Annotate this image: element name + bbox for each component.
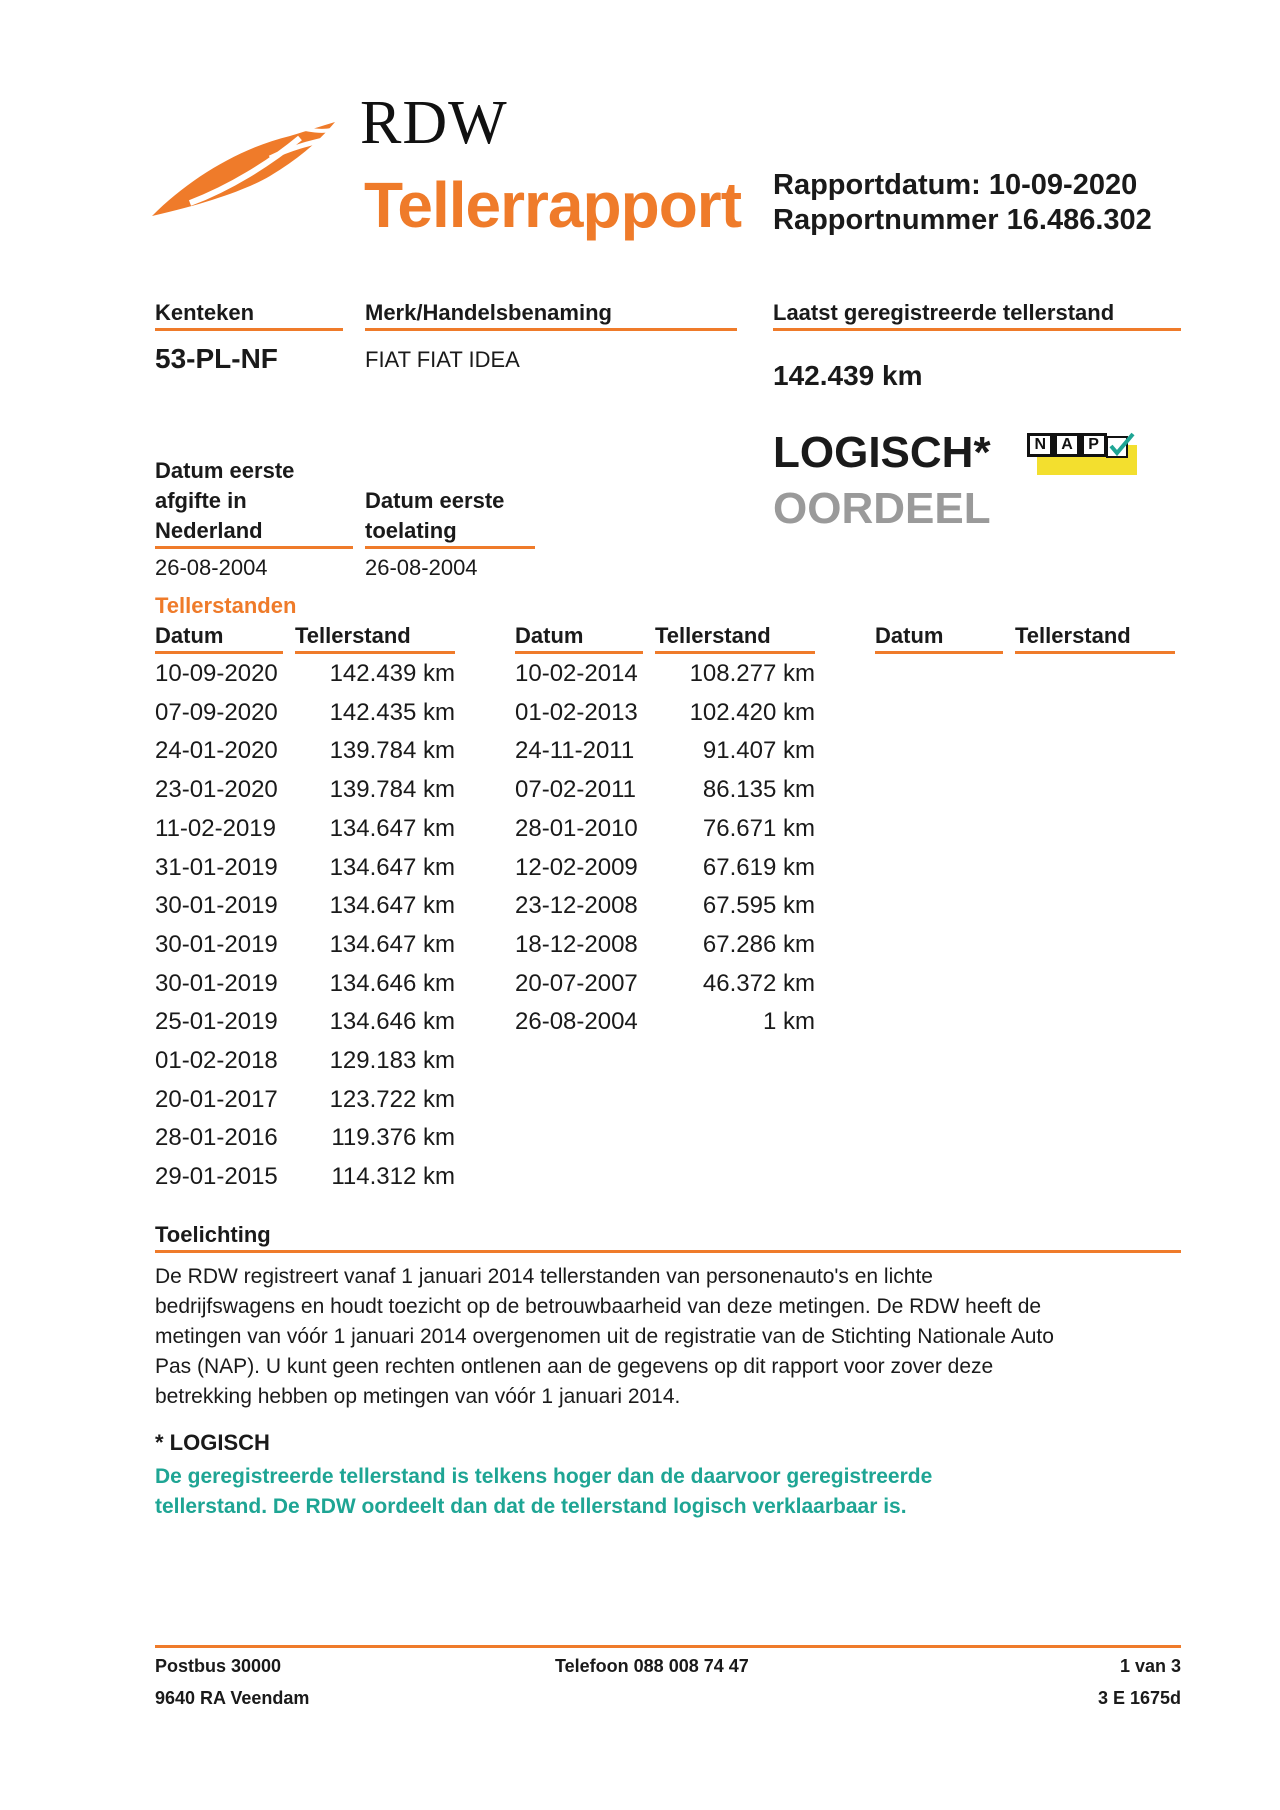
toelating-label-line2: toelating bbox=[365, 518, 457, 543]
col2-datum-header: Datum bbox=[515, 623, 643, 654]
footer-pagina: 1 van 3 bbox=[1119, 1656, 1181, 1676]
brand-name: RDW bbox=[360, 89, 508, 157]
tellerstand-row bbox=[155, 1041, 455, 1080]
col1-datum-header: Datum bbox=[155, 623, 283, 654]
tellerstand-row bbox=[155, 693, 455, 732]
tellerstand-datum: 11-02-2019 bbox=[155, 814, 276, 842]
tellerstand-datum: 28-01-2016 bbox=[155, 1124, 278, 1152]
toelichting-line-3: metingen van vóór 1 januari 2014 overgenomen uit de registratie van de Stichting Nationale Auto bbox=[155, 1325, 1054, 1348]
tellerstand-waarde: 134.646 km bbox=[329, 1008, 455, 1036]
tellerstand-datum: 10-09-2020 bbox=[155, 660, 278, 687]
tellerstand-datum: 28-01-2010 bbox=[515, 814, 638, 842]
tellerstand-waarde: 76.671 km bbox=[702, 814, 815, 842]
tellerstand-row bbox=[515, 809, 815, 848]
laatst-value: 142.439 km bbox=[773, 360, 923, 391]
tellerstand-row bbox=[155, 1080, 455, 1119]
tellerstanden-title: Tellerstanden bbox=[155, 593, 297, 618]
tellerstand-row bbox=[155, 886, 455, 925]
col1-tellerstand-header: Tellerstand bbox=[295, 623, 455, 654]
afgifte-label-line1: Datum eerste bbox=[155, 458, 295, 483]
footer-code: 3 E 1675d bbox=[1097, 1688, 1181, 1708]
logisch-line-2: tellerstand. De RDW oordeelt dan dat de tellerstand logisch verklaarbaar is. bbox=[155, 1495, 907, 1518]
toelichting-text bbox=[155, 1262, 1195, 1412]
oordeel-label: OORDEEL bbox=[773, 484, 991, 533]
tellerstand-datum: 20-01-2017 bbox=[155, 1085, 278, 1113]
toelichting-line-4: Pas (NAP). U kunt geen rechten ontlenen aan de gegevens op dit rapport voor zover deze bbox=[155, 1355, 994, 1378]
tellerstand-row bbox=[155, 925, 455, 964]
tellerstand-waarde: 134.647 km bbox=[329, 930, 455, 958]
tellerstand-waarde: 102.420 km bbox=[689, 698, 815, 726]
nap-letter-p: P bbox=[1084, 436, 1104, 454]
rapportdatum: Rapportdatum: 10-09-2020 bbox=[773, 169, 1138, 201]
tellerstand-waarde: 134.647 km bbox=[329, 814, 455, 842]
rapportnummer: Rapportnummer 16.486.302 bbox=[773, 204, 1152, 236]
tellerstand-row bbox=[515, 964, 815, 1003]
tellerstand-datum: 24-01-2020 bbox=[155, 737, 278, 765]
tellerstand-row bbox=[155, 1118, 455, 1157]
tellerstand-waarde: 134.646 km bbox=[329, 969, 455, 997]
afgifte-label-line2: afgifte in bbox=[155, 488, 247, 513]
toelating-value: 26-08-2004 bbox=[365, 555, 478, 580]
tellerstand-row bbox=[155, 1157, 455, 1196]
logisch-footnote-text bbox=[155, 1462, 1195, 1522]
tellerstand-row bbox=[155, 731, 455, 770]
tellerstand-datum: 12-02-2009 bbox=[515, 853, 638, 881]
tellerstand-datum: 25-01-2019 bbox=[155, 1008, 278, 1036]
tellerstand-datum: 01-02-2018 bbox=[155, 1047, 278, 1074]
tellerstand-datum: 18-12-2008 bbox=[515, 930, 638, 958]
col2-tellerstand-header: Tellerstand bbox=[655, 623, 815, 654]
tellerstand-datum: 01-02-2013 bbox=[515, 698, 638, 726]
rdw-logo-icon bbox=[150, 118, 340, 223]
tellerstand-waarde: 67.595 km bbox=[702, 892, 815, 920]
logisch-line-1: De geregistreerde tellerstand is telkens hoger dan de daarvoor geregistreerde bbox=[155, 1465, 933, 1488]
tellerstand-row bbox=[515, 848, 815, 887]
tellerstand-row bbox=[515, 925, 815, 964]
tellerstand-waarde: 67.286 km bbox=[702, 930, 815, 958]
merk-label: Merk/Handelsbenaming bbox=[365, 298, 737, 331]
tellerstand-row bbox=[515, 886, 815, 925]
tellerstand-waarde: 91.407 km bbox=[702, 737, 815, 765]
tellerstand-waarde: 46.372 km bbox=[702, 969, 815, 997]
laatst-label: Laatst geregistreerde tellerstand bbox=[773, 298, 1181, 331]
nap-letter-a: A bbox=[1057, 436, 1077, 454]
tellerstand-row bbox=[155, 654, 455, 693]
tellerstand-row bbox=[155, 809, 455, 848]
tellerstand-datum: 30-01-2019 bbox=[155, 969, 278, 997]
tellerstand-datum: 26-08-2004 bbox=[515, 1008, 638, 1036]
tellerstand-row bbox=[155, 964, 455, 1003]
oordeel-logisch: LOGISCH* bbox=[773, 428, 991, 477]
afgifte-label-line3: Nederland bbox=[155, 518, 263, 543]
tellerstand-waarde: 1 km bbox=[762, 1008, 815, 1036]
tellerstand-waarde: 142.439 km bbox=[329, 660, 455, 687]
toelichting-line-2: bedrijfswagens en houdt toezicht op de betrouwbaarheid van deze metingen. De RDW heeft de bbox=[155, 1295, 1042, 1318]
kenteken-label: Kenteken bbox=[155, 298, 343, 331]
afgifte-value: 26-08-2004 bbox=[155, 555, 268, 580]
tellerstand-waarde: 129.183 km bbox=[329, 1047, 455, 1074]
tellerstand-row bbox=[515, 654, 815, 693]
nap-badge bbox=[1027, 431, 1137, 475]
toelichting-line-1: De RDW registreert vanaf 1 januari 2014 tellerstanden van personenauto's en lichte bbox=[155, 1265, 933, 1288]
logisch-footnote-title: * LOGISCH bbox=[155, 1430, 270, 1455]
report-title: Tellerrapport bbox=[364, 169, 741, 241]
tellerstand-row bbox=[515, 693, 815, 732]
tellerstand-datum: 24-11-2011 bbox=[515, 737, 635, 765]
tellerstand-datum: 31-01-2019 bbox=[155, 853, 278, 881]
tellerstand-datum: 20-07-2007 bbox=[515, 969, 638, 997]
tellerstand-row bbox=[515, 731, 815, 770]
footer-plaats: 9640 RA Veendam bbox=[155, 1688, 310, 1708]
tellerstand-row bbox=[515, 1002, 815, 1041]
toelichting-line-5: betrekking hebben op metingen van vóór 1 januari 2014. bbox=[155, 1385, 681, 1408]
toelichting-title: Toelichting bbox=[155, 1220, 1181, 1253]
kenteken-value: 53-PL-NF bbox=[155, 343, 278, 374]
tellerstand-row bbox=[515, 770, 815, 809]
tellerstand-waarde: 67.619 km bbox=[702, 853, 815, 881]
tellerstand-waarde: 108.277 km bbox=[689, 660, 815, 687]
tellerstand-row bbox=[155, 770, 455, 809]
toelating-label-line1: Datum eerste bbox=[365, 488, 505, 513]
tellerstand-waarde: 134.647 km bbox=[329, 892, 455, 920]
tellerstand-datum: 23-01-2020 bbox=[155, 776, 278, 804]
tellerstand-datum: 30-01-2019 bbox=[155, 930, 278, 958]
tellerstand-datum: 23-12-2008 bbox=[515, 892, 638, 920]
merk-value: FIAT FIAT IDEA bbox=[365, 347, 520, 372]
tellerstand-waarde: 86.135 km bbox=[702, 776, 815, 804]
footer-divider bbox=[155, 1645, 1181, 1648]
footer-telefoon: Telefoon 088 008 74 47 bbox=[555, 1656, 749, 1676]
tellerstand-waarde: 139.784 km bbox=[329, 737, 455, 765]
col3-tellerstand-header: Tellerstand bbox=[1015, 623, 1175, 654]
check-icon bbox=[1105, 431, 1137, 461]
nap-letter-n: N bbox=[1030, 436, 1050, 454]
col3-datum-header: Datum bbox=[875, 623, 1003, 654]
tellerstand-waarde: 119.376 km bbox=[331, 1124, 455, 1152]
nap-badge-text bbox=[1027, 433, 1107, 457]
tellerstand-datum: 07-09-2020 bbox=[155, 698, 278, 726]
footer-postbus: Postbus 30000 bbox=[155, 1656, 282, 1676]
tellerstand-waarde: 134.647 km bbox=[329, 853, 455, 881]
tellerstand-datum: 07-02-2011 bbox=[515, 776, 636, 804]
tellerstand-waarde: 114.312 km bbox=[331, 1163, 455, 1191]
tellerstand-datum: 29-01-2015 bbox=[155, 1163, 278, 1191]
toelating-label bbox=[365, 486, 535, 549]
tellerstand-waarde: 142.435 km bbox=[329, 698, 455, 726]
tellerstand-waarde: 123.722 km bbox=[329, 1085, 455, 1113]
tellerstand-row bbox=[155, 1002, 455, 1041]
tellerstand-datum: 30-01-2019 bbox=[155, 892, 278, 920]
tellerstand-datum: 10-02-2014 bbox=[515, 660, 638, 687]
tellerstand-row bbox=[155, 848, 455, 887]
tellerstand-waarde: 139.784 km bbox=[329, 776, 455, 804]
afgifte-label bbox=[155, 456, 353, 549]
